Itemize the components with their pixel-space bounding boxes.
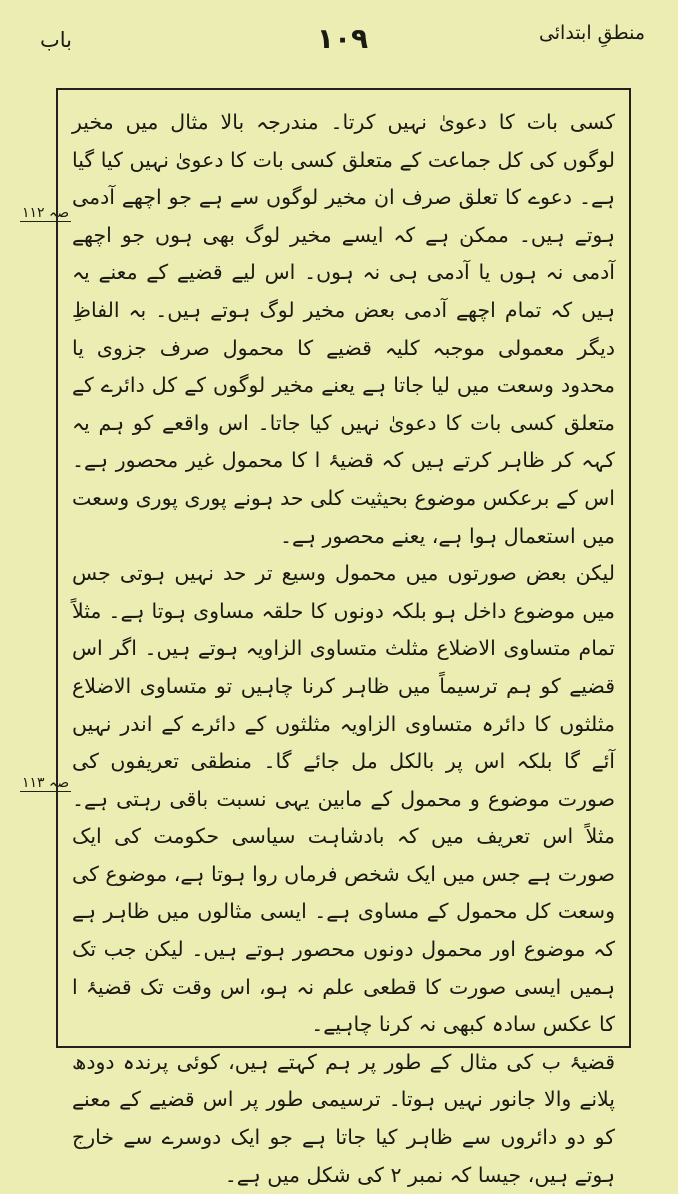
chapter-label: باب <box>40 28 73 52</box>
book-title: منطقِ ابتدائی <box>538 22 645 44</box>
page-header <box>40 22 645 62</box>
margin-reference: صہ ۱۱۳ <box>22 775 70 791</box>
body-text <box>72 104 615 1194</box>
page-number: ۱۰۹ <box>316 22 369 55</box>
margin-reference: صہ ۱۱۲ <box>22 205 70 221</box>
paragraph: کسی بات کا دعویٰ نہیں کرتا۔ مندرجہ بالا مثال میں مخیر لوگوں کی کل جماعت کے متعلق کسی بات کا دعویٰ نہیں کیا گیا ہے۔ دعوے کا تعلق صرف ان مخیر لوگوں سے ہے جو اچھے آدمی ہوتے ہیں۔ ممکن ہے کہ ایسے مخیر لوگ بھی ہوں جو اچھے آدمی نہ ہوں یا آدمی ہی نہ ہوں۔ اس لیے قضیے کے معنے یہ ہیں کہ تمام اچھے آدمی بعض مخیر لوگ ہوتے ہیں۔ بہ الفاظِ دیگر معمولی موجبہ کلیہ قضیے کا محمول صرف جزوی یا محدود وسعت میں لیا جاتا ہے یعنے مخیر لوگوں کے کل دائرے کے متعلق کسی بات کا دعویٰ نہیں کیا جاتا۔ اس واقعے کو ہم یہ کہہ کر ظاہر کرتے ہیں کہ قضیۂ ا کا محمول غیر محصور ہے۔ اس کے برعکس موضوع بحیثیت کلی حد ہونے پوری پوری وسعت میں استعمال ہوا ہے، یعنے محصور ہے۔ <box>72 110 615 548</box>
paragraph: لیکن بعض صورتوں میں محمول وسیع تر حد نہیں ہوتی جس میں موضوع داخل ہو بلکہ دونوں کا حلقہ مساوی ہوتا ہے۔ مثلاً تمام متساوی الاضلاع مثلث متساوی الزاویہ ہوتے ہیں۔ اگر اس قضیے کو ہم ترسیماً میں ظاہر کرنا چاہیں تو متساوی الاضلاع مثلثوں کا دائرہ متساوی الزاویہ مثلثوں کے دائرے کے اندر نہیں آئے گا بلکہ اس پر بالکل مل جائے گا۔ منطقی تعریفوں کی صورت موضوع و محمول کے مابین یہی نسبت باقی رہتی ہے۔ مثلاً اس تعریف میں کہ بادشاہت سیاسی حکومت کی ایک صورت ہے جس میں ایک شخص فرماں روا ہوتا ہے، موضوع کی وسعت کل محمول کے مساوی ہے۔ ایسی مثالوں میں ظاہر ہے کہ موضوع اور محمول دونوں محصور ہوتے ہیں۔ لیکن جب تک ہمیں ایسی صورت کا قطعی علم نہ ہو، اس وقت تک قضیۂ ا کا عکس سادہ کبھی نہ کرنا چاہیے۔ <box>72 561 615 1037</box>
paragraph: قضیۂ ب کی مثال کے طور پر ہم کہتے ہیں، کوئی پرندہ دودھ پلانے والا جانور نہیں ہوتا۔ ترسیمی طور پر اس قضیے کے معنے کو دو دائروں سے ظاہر کیا جاتا ہے جو ایک دوسرے سے خارج ہوتے ہیں، جیسا کہ نمبر ۲ کی شکل میں ہے۔ <box>72 1049 615 1187</box>
text-frame <box>56 88 631 1187</box>
